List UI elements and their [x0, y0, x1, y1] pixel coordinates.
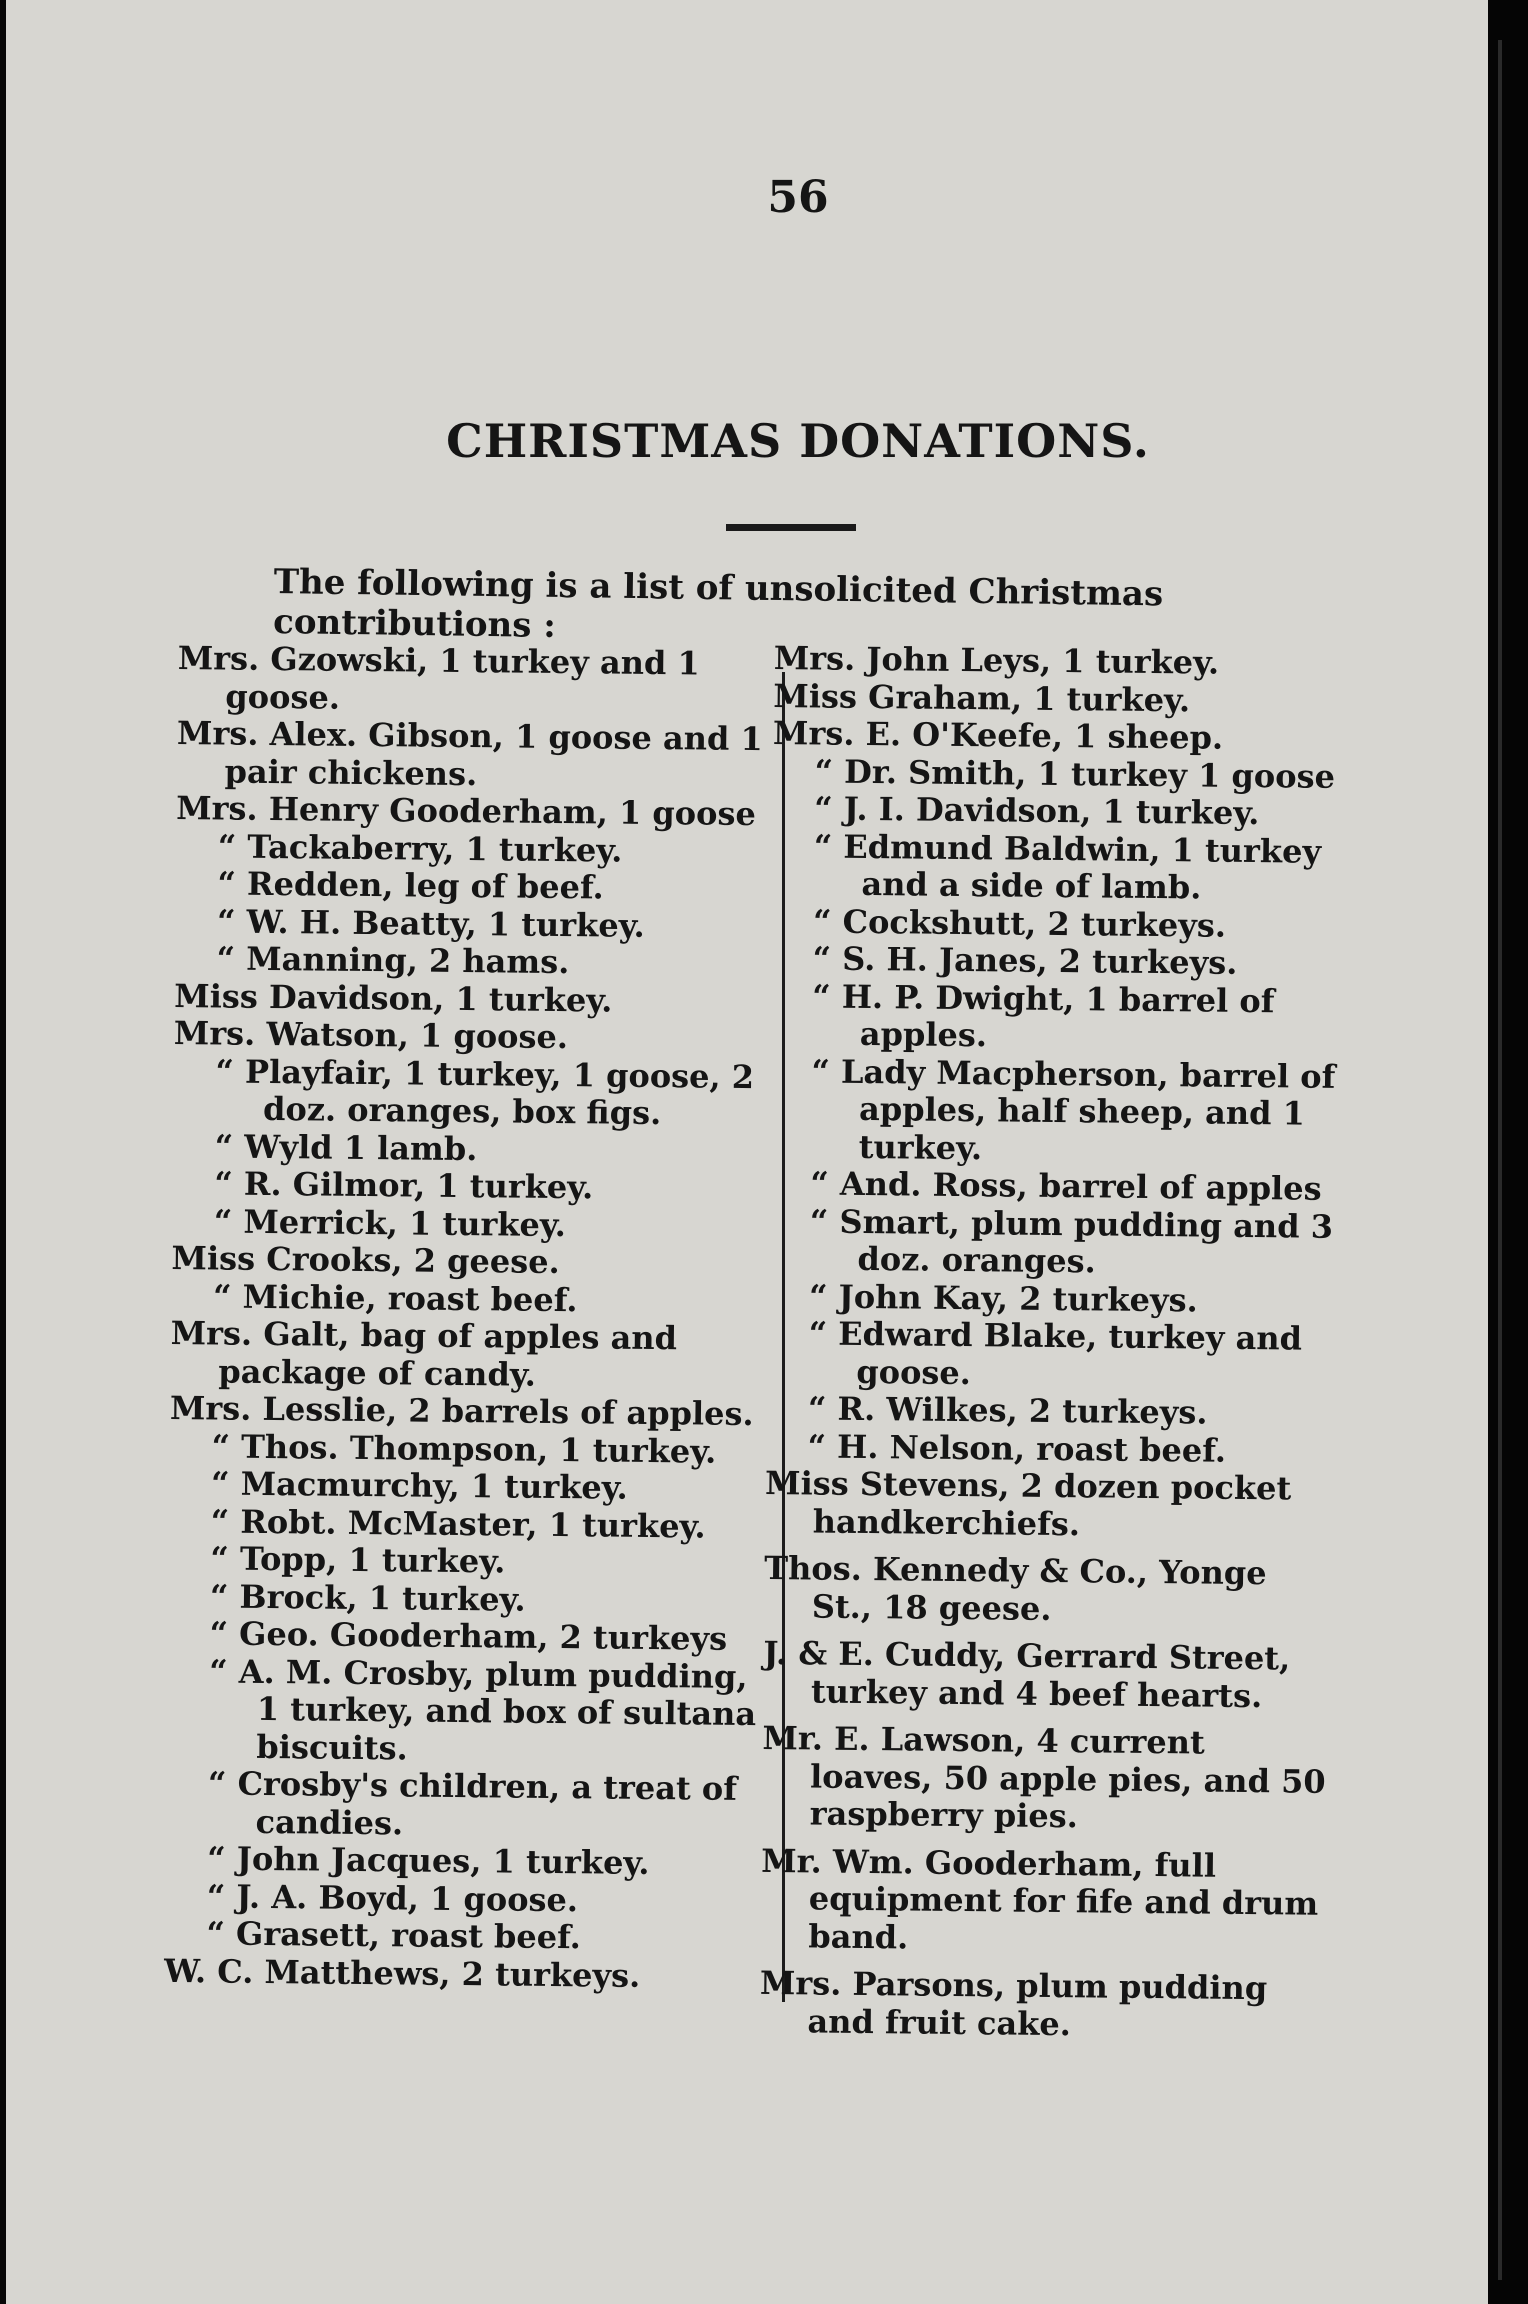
page-number: 56 [767, 172, 829, 223]
donation-entry: “ R. Wilkes, 2 turkeys. [807, 1389, 1208, 1432]
donation-entry: Mrs. Gzowski, 1 turkey and 1 goose. [177, 639, 700, 717]
donation-entry: Mrs. Watson, 1 goose. [173, 1013, 569, 1057]
donation-entry: “ Merrick, 1 turkey. [213, 1201, 567, 1244]
donation-entry: “ Redden, leg of beef. [217, 864, 604, 907]
donation-entry: “ Brock, 1 turkey. [209, 1576, 526, 1619]
donation-entry: Mrs. Alex. Gibson, 1 goose and 1 pair chickens. [176, 713, 764, 793]
donation-entry: “ R. Gilmor, 1 turkey. [214, 1164, 594, 1207]
donation-entry: Mr. E. Lawson, 4 current loaves, 50 apple pies, and 50 raspberry pies. [762, 1718, 1326, 1836]
donation-entry: W. C. Matthews, 2 turkeys. [163, 1951, 641, 1995]
donation-entry: Thos. Kennedy & Co., Yonge St., 18 geese. [764, 1548, 1267, 1628]
left-column [164, 640, 768, 1996]
donation-entry: “ Robt. McMaster, 1 turkey. [210, 1501, 706, 1546]
donation-entry: Mrs. Parsons, plum pudding and fruit cake. [759, 1963, 1268, 2043]
donation-entry: Miss Crooks, 2 geese. [171, 1238, 560, 1282]
donation-entry: “ Macmurchy, 1 turkey. [210, 1464, 628, 1507]
donation-entry: “ And. Ross, barrel of apples [810, 1164, 1322, 1208]
donation-entry: “ H. P. Dwight, 1 barrel of apples. [812, 976, 1275, 1055]
donation-entry: “ Topp, 1 turkey. [210, 1539, 506, 1581]
donation-entry: “ Tackaberry, 1 turkey. [217, 826, 623, 870]
right-column [759, 640, 1344, 2046]
donation-entry: “ Edmund Baldwin, 1 turkey and a side of lamb. [813, 826, 1322, 907]
donation-entry: “ Michie, roast beef. [212, 1276, 578, 1319]
donation-entry: “ Manning, 2 hams. [216, 939, 570, 982]
donation-entry: “ Thos. Thompson, 1 turkey. [211, 1426, 717, 1471]
donation-entry: “ John Jacques, 1 turkey. [207, 1839, 650, 1883]
donation-entry: “ Crosby's children, a treat of candies. [207, 1764, 738, 1842]
donation-entry: “ Smart, plum pudding and 3 doz. oranges. [809, 1201, 1334, 1281]
page-title: CHRISTMAS DONATIONS. [446, 414, 1150, 468]
donation-entry: Mrs. E. O'Keefe, 1 sheep. [772, 713, 1224, 757]
donation-entry: Miss Graham, 1 turkey. [773, 676, 1191, 719]
donation-entry: “ Lady Macpherson, barrel of apples, half sheep, and 1 turkey. [811, 1051, 1336, 1167]
donation-entry: “ John Kay, 2 turkeys. [808, 1276, 1198, 1319]
donation-entry: Mrs. Lesslie, 2 barrels of apples. [169, 1388, 754, 1434]
donation-entry: “ Dr. Smith, 1 turkey 1 goose [814, 751, 1336, 796]
donation-entry: “ S. H. Janes, 2 turkeys. [812, 939, 1238, 982]
donation-entry: “ A. M. Crosby, plum pudding, 1 turkey, and box of sultana biscuits. [209, 1651, 757, 1767]
donation-entry: “ H. Nelson, roast beef. [807, 1426, 1227, 1470]
donation-entry: Miss Davidson, 1 turkey. [174, 976, 613, 1020]
donation-entry: Mrs. John Leys, 1 turkey. [773, 639, 1220, 682]
donation-entry: “ Playfair, 1 turkey, 1 goose, 2 doz. oranges, box figs. [215, 1051, 755, 1133]
donation-entry: “ Geo. Gooderham, 2 turkeys [209, 1614, 728, 1658]
donation-entry: “ Edward Blake, turkey and goose. [808, 1314, 1303, 1392]
title-rule [726, 524, 856, 531]
donation-entry: “ W. H. Beatty, 1 turkey. [216, 901, 645, 945]
donation-entry: “ Grasett, roast beef. [206, 1914, 582, 1957]
donation-entry: “ Cockshutt, 2 turkeys. [812, 901, 1227, 945]
donation-entry: Mr. Wm. Gooderham, full equipment for fife and drum band. [761, 1841, 1319, 1956]
donation-entry: J. & E. Cuddy, Gerrard Street, turkey and 4 beef hearts. [763, 1633, 1291, 1715]
donation-entry: “ J. A. Boyd, 1 goose. [206, 1876, 579, 1919]
donation-entry: Mrs. Henry Gooderham, 1 goose [176, 788, 757, 834]
page-edge-shadow [1488, 0, 1528, 2304]
donation-entry: “ Wyld 1 lamb. [214, 1126, 478, 1168]
donation-entry: Mrs. Galt, bag of apples and package of candy. [170, 1313, 678, 1394]
donation-entry: Miss Stevens, 2 dozen pocket handkerchiefs. [764, 1463, 1292, 1543]
document-page [6, 0, 1488, 2304]
donation-entry: “ J. I. Davidson, 1 turkey. [814, 789, 1260, 833]
intro-text: The following is a list of unsolicited Christmas contributions : [272, 562, 1164, 646]
